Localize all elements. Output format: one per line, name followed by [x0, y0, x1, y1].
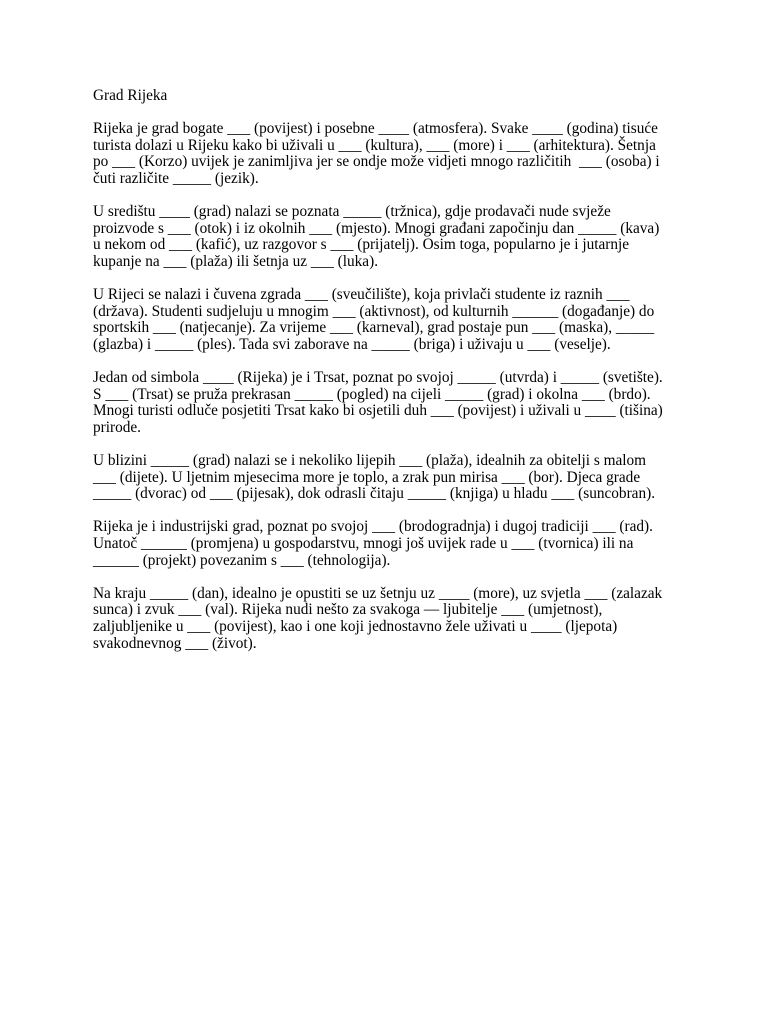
text-line: Jedan od simbola ____ (Rijeka) je i Trsat, poznat po svojoj _____ (utvrda) i _____ (svetište). [93, 369, 663, 387]
text-line: proizvode s ___ (otok) i iz okolnih ___ (mjesto). Mnogi građani započinju dan _____ (kava) [93, 219, 660, 237]
text-line: svakodnevnog ___ (život). [93, 634, 257, 652]
text-line: U blizini _____ (grad) nalazi se i nekoliko lijepih ___ (plaža), idealnih za obitelji s malom [93, 452, 647, 470]
text-line: prirode. [93, 418, 141, 436]
text-line: Na kraju _____ (dan), idealno je opustiti se uz šetnju uz ____ (more), uz svjetla ___ (zalazak [93, 584, 663, 602]
text-line: Rijeka je i industrijski grad, poznat po svojoj ___ (brodogradnja) i dugoj tradiciji ___ (rad). [93, 518, 653, 536]
document-body [93, 88, 683, 669]
text-line: ___ (dijete). U ljetnim mjesecima more je toplo, a zrak pun mirisa ___ (bor). Djeca grade [93, 468, 641, 486]
text-line: Rijeka je grad bogate ___ (povijest) i posebne ____ (atmosfera). Svake ____ (godina) tisuće [93, 120, 658, 138]
paragraph-history [93, 121, 683, 187]
text-line: sunca) i zvuk ___ (val). Rijeka nudi nešto za svakoga — ljubitelje ___ (umjetnost), [93, 601, 603, 619]
text-line: po ___ (Korzo) uvijek je zanimljiva jer se ondje može vidjeti mnogo različitih ___ (osoba) i [93, 153, 660, 171]
text-line: U Rijeci se nalazi i čuvena zgrada ___ (sveučilište), koja privlači studente iz raznih ___ [93, 286, 630, 304]
text-line: (glazba) i _____ (ples). Tada svi zaborave na _____ (briga) i uživaju u ___ (veselje). [93, 335, 611, 353]
text-line: turista dolazi u Rijeku kako bi uživali u ___ (kultura), ___ (more) i ___ (arhitektura). Šetnja [93, 136, 656, 154]
paragraph-trsat [93, 370, 683, 436]
document-title: Grad Rijeka [93, 87, 168, 104]
text-line: U središtu ____ (grad) nalazi se poznata _____ (tržnica), gdje prodavači nude svježe [93, 203, 611, 221]
text-line: kupanje na ___ (plaža) ili šetnja uz ___ (luka). [93, 252, 379, 270]
text-line: _____ (dvorac) od ___ (pijesak), dok odrasli čitaju _____ (knjiga) u hladu ___ (suncobran). [93, 485, 656, 503]
text-line: u nekom od ___ (kafić), uz razgovor s ___ (prijatelj). Osim toga, popularno je i jutarnje [93, 236, 630, 254]
text-line: S ___ (Trsat) se pruža prekrasan _____ (pogled) na cijeli _____ (grad) i okolna ___ (brdo). [93, 385, 651, 403]
paragraph-industry [93, 519, 683, 569]
text-line: Unatoč ______ (promjena) u gospodarstvu, mnogi još uvijek rade u ___ (tvornica) ili na [93, 535, 634, 553]
text-line: zaljubljenike u ___ (povijest), kao i one koji jednostavno žele uživati u ____ (ljepota) [93, 618, 618, 635]
text-line: (država). Studenti sudjeluju u mnogim ___ (aktivnost), od kulturnih ______ (događanje) do [93, 302, 655, 320]
paragraph-market [93, 204, 683, 270]
paragraph-university [93, 287, 683, 353]
paragraph-beaches [93, 453, 683, 503]
paragraph-conclusion [93, 586, 683, 652]
text-line: sportskih ___ (natjecanje). Za vrijeme ___ (karneval), grad postaje pun ___ (maska), _____ [93, 319, 655, 337]
text-line: Mnogi turisti odluče posjetiti Trsat kako bi osjetili duh ___ (povijest) i uživali u ____ (tišina) [93, 402, 663, 420]
text-line: čuti različite _____ (jezik). [93, 169, 259, 187]
text-line: ______ (projekt) povezanim s ___ (tehnologija). [93, 551, 391, 569]
